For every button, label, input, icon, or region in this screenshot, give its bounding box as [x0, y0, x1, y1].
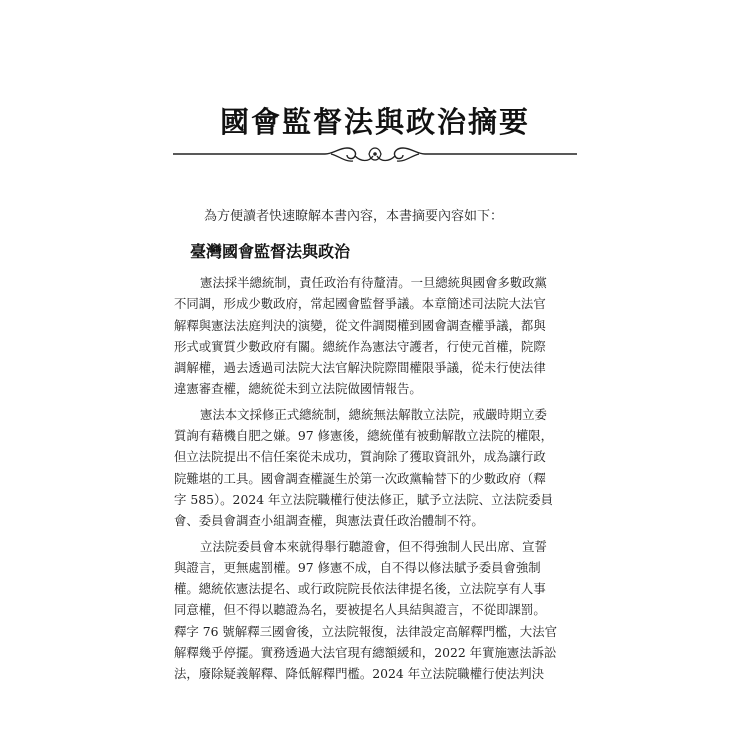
paragraph-line: 同意權，但不得以聽證為名，要被提名人具結與證言，不從即課罰。	[174, 602, 546, 618]
paragraph-line: 與證言，更無處罰權。97 修憲不成，自不得以修法賦予委員會強制	[174, 559, 541, 575]
paragraph-line: 法，廢除疑義解釋、降低解釋門檻。2024 年立法院職權行使法判決	[174, 666, 545, 682]
paragraph	[174, 404, 586, 532]
body-text	[174, 272, 586, 689]
paragraph-line: 院難堪的工具。國會調查權誕生於第一次政黨輪替下的少數政府（釋	[174, 470, 546, 486]
paragraph-line: 但立法院提出不信任案從未成功，質詢除了獲取資訊外，成為讓行政	[174, 449, 546, 465]
paragraph	[174, 536, 586, 685]
paragraph-line: 不同調，形成少數政府，常起國會監督爭議。本章簡述司法院大法官	[174, 296, 546, 312]
paragraph-line: 憲法本文採修正式總統制，總統無法解散立法院，戒嚴時期立委	[200, 406, 547, 422]
paragraph-line: 釋字 76 號解釋三國會後，立法院報復，法律設定高解釋門檻，大法官	[174, 623, 557, 639]
paragraph-line: 違憲審查權，總統從未到立法院做國情報告。	[174, 381, 422, 397]
paragraph-line: 憲法採半總統制，責任政治有待釐清。一旦總統與國會多數政黨	[200, 275, 547, 290]
paragraph-line: 字 585）。2024 年立法院職權行使法修正，賦予立法院、立法院委員	[174, 491, 554, 507]
paragraph-line: 解釋幾乎停擺。實務透過大法官現有總額緩和，2022 年實施憲法訴訟	[174, 645, 557, 661]
paragraph-line: 權。總統依憲法提名、或行政院院長依法律提名後，立法院享有人事	[174, 581, 546, 597]
page-title: 國會監督法與政治摘要	[219, 105, 530, 139]
paragraph-line: 解釋與憲法法庭判決的演變，從文件調閱權到國會調查權爭議，都與	[174, 317, 546, 333]
paragraph-line: 質詢有藉機自肥之嫌。97 修憲後，總統僅有被動解散立法院的權限，	[174, 428, 554, 444]
paragraph-line: 形式或實質少數政府有關。總統作為憲法守護者，行使元首權，院際	[174, 338, 546, 354]
paragraph-line: 立法院委員會本來就得舉行聽證會，但不得強制人民出席、宣誓	[200, 538, 547, 554]
ornament-divider-icon	[173, 142, 577, 166]
paragraph	[174, 272, 586, 400]
paragraph-line: 調解權，過去透過司法院大法官解決院際間權限爭議，從未行使法律	[174, 360, 546, 376]
intro-text: 為方便讀者快速瞭解本書內容，本書摘要內容如下：	[204, 209, 504, 224]
paragraph-line: 會、委員會調查小組調查權，與憲法責任政治體制不符。	[174, 513, 484, 529]
section-heading: 臺灣國會監督法與政治	[190, 242, 351, 261]
